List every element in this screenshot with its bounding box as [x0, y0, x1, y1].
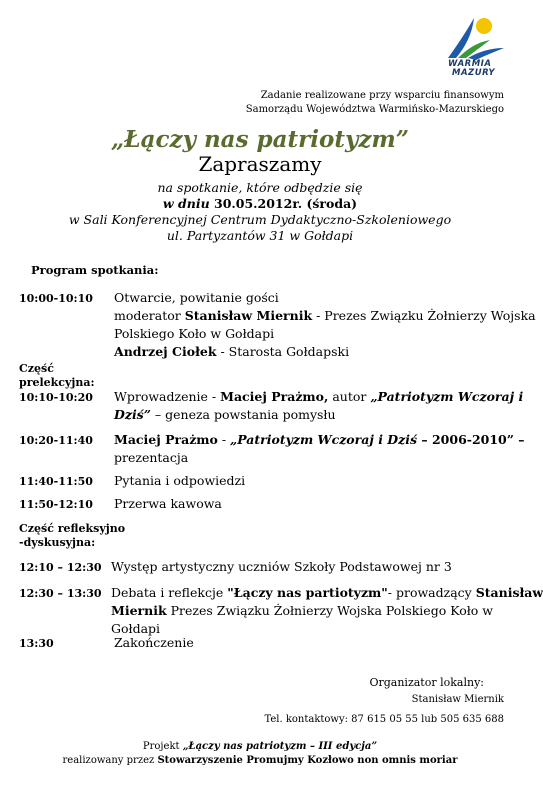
program-time: 11:50-12:10 [19, 498, 93, 511]
organizer-label: Organizator lokalny: [369, 676, 484, 689]
program-time: 10:20-11:40 [19, 434, 93, 447]
section-label-refleksyjno: Część refleksyjno -dyskusyjna: [19, 522, 126, 549]
support-line-1: Zadanie realizowane przy wsparciu finansowym [260, 90, 504, 101]
footer-organization: realizowany przez Stowarzyszenie Promujmy Kozłowo non omnis moriar [62, 755, 458, 766]
organizer-contact: Tel. kontaktowy: 87 615 05 55 lub 505 635 688 [264, 714, 504, 725]
program-time: 13:30 [19, 637, 54, 650]
program-item-debate: Debata i reflekcje "Łączy nas partiotyzm"- prowadzący Stanisław Miernik Prezes Związku Żołnierzy Wojska Polskiego Koło w Gołdapi [111, 585, 543, 636]
program-item-closing: Zakończenie [114, 635, 194, 650]
logo-text-line2: MAZURY [452, 68, 496, 78]
event-address: ul. Partyzantów 31 w Gołdapi [166, 228, 354, 243]
section-label-prelekcyjna: Część prelekcyjna: [19, 362, 95, 389]
logo-graphic-icon [444, 14, 508, 64]
program-time: 10:10-10:20 [19, 391, 93, 404]
footer-project: Projekt „Łączy nas patriotyzm – III edycja” [142, 741, 378, 752]
program-time: 12:10 – 12:30 [19, 561, 102, 574]
organizer-name: Stanisław Miernik [411, 694, 504, 705]
program-item-questions: Pytania i odpowiedzi [114, 473, 246, 488]
program-time: 12:30 – 13:30 [19, 587, 102, 600]
program-item-coffee-break: Przerwa kawowa [114, 496, 222, 511]
program-item-presentation: Maciej Prażmo - „Patriotyzm Wczoraj i Dziś – 2006-2010” – prezentacja [114, 432, 525, 465]
invite-line: na spotkanie, które odbędzie się [157, 180, 363, 195]
program-item-opening: Otwarcie, powitanie gości moderator Stanisław Miernik - Prezes Związku Żołnierzy Wojska Polskiego Koło w Gołdapi Andrzej Ciołek - Starosta Gołdapski [114, 290, 536, 359]
support-line-2: Samorządu Województwa Warmińsko-Mazurskiego [245, 104, 504, 115]
event-date-line: w dniu 30.05.2012r. (środa) [162, 196, 358, 211]
event-date: 30.05.2012r. (środa) [214, 196, 358, 211]
program-heading: Program spotkania: [31, 263, 159, 277]
invite-heading: Zapraszamy [198, 152, 322, 176]
program-item-introduction: Wprowadzenie - Maciej Prażmo, autor „Patriotyzm Wczoraj i Dziś” – geneza powstania pomysłu [114, 389, 524, 422]
warmia-mazury-logo [444, 14, 508, 80]
program-time: 10:00-10:10 [19, 292, 93, 305]
event-title: „Łączy nas patriotyzm” [111, 126, 409, 153]
event-place: w Sali Konferencyjnej Centrum Dydaktyczno-Szkoleniowego [68, 212, 452, 227]
program-item-performance: Występ artystyczny uczniów Szkoły Podstawowej nr 3 [111, 559, 452, 574]
logo-text-line1: WARMIA [448, 59, 492, 69]
program-time: 11:40-11:50 [19, 475, 93, 488]
